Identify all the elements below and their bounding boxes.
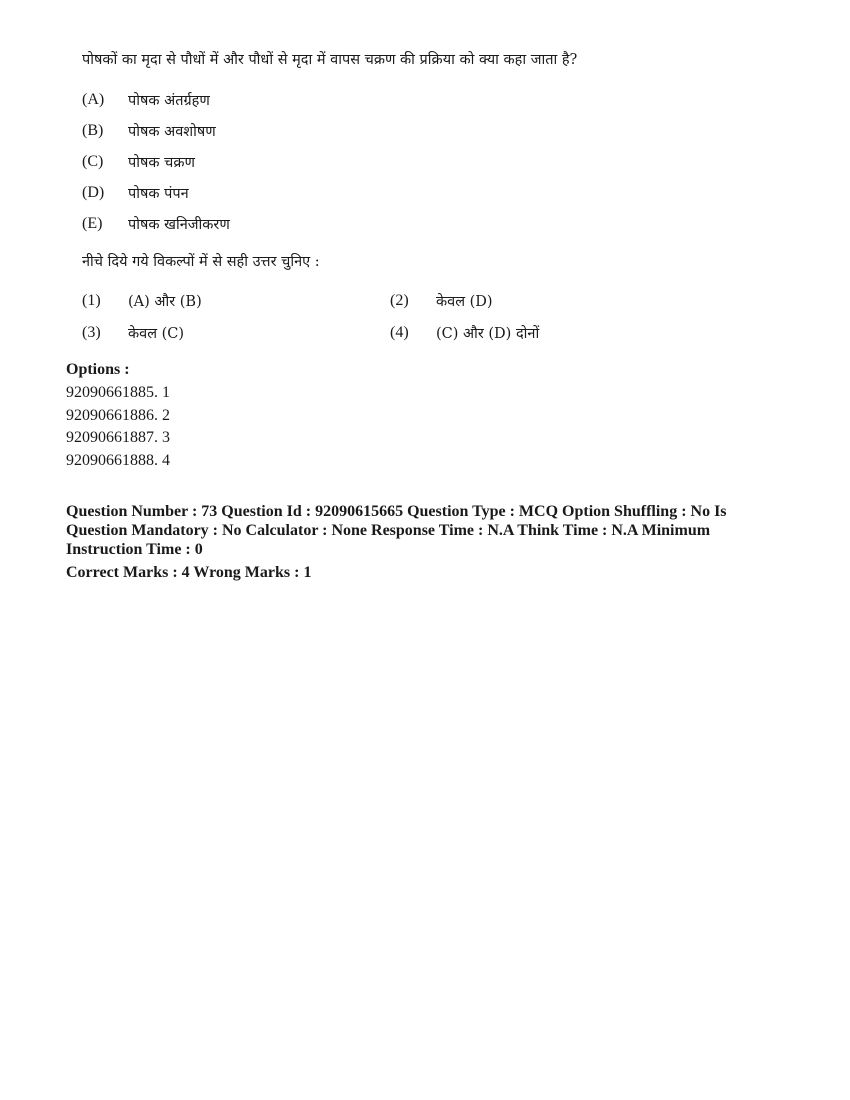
choice-item xyxy=(390,285,690,317)
statement-item xyxy=(82,115,782,146)
question-text: पोषकों का मृदा से पौधों में और पौधों से मृदा में वापस चक्रण की प्रक्रिया को क्या कहा जाता है? xyxy=(82,52,578,68)
statement-text: पोषक अंतर्ग्रहण xyxy=(128,92,210,109)
statement-label: (B) xyxy=(82,121,104,139)
options-block xyxy=(66,358,786,472)
choice-text: केवल (C) xyxy=(128,326,185,342)
question-details: Question Number : 73 Question Id : 92090615665 Question Type : MCQ Option Shuffling : No Is Question Mandatory : No Calculator : None Response Time : N.A Think Time : N.A Minimum Instruction Time : 0 xyxy=(66,503,727,558)
statement-label: (D) xyxy=(82,183,105,201)
choice-item xyxy=(82,317,390,349)
choice-number: (4) xyxy=(390,324,409,341)
question-block xyxy=(82,48,782,349)
statement-item xyxy=(82,146,782,177)
statement-text: पोषक खनिजीकरण xyxy=(128,216,230,233)
statement-label: (A) xyxy=(82,90,105,108)
instruction-text: नीचे दिये गये विकल्पों में से सही उत्तर चुनिए : xyxy=(82,254,320,270)
choice-item xyxy=(82,285,390,317)
statement-label: (C) xyxy=(82,152,104,170)
statement-text: पोषक चक्रण xyxy=(128,154,195,171)
options-title: Options : xyxy=(66,361,130,378)
choice-item xyxy=(390,317,690,349)
statement-label: (E) xyxy=(82,214,103,232)
choice-text: (A) और (B) xyxy=(128,294,202,310)
statement-list xyxy=(82,84,782,239)
option-id-line: 92090661887. 3 xyxy=(66,429,170,446)
statement-item xyxy=(82,208,782,239)
choice-text: (C) और (D) दोनों xyxy=(436,326,540,342)
choice-number: (3) xyxy=(82,324,101,341)
option-id-line: 92090661885. 1 xyxy=(66,384,170,401)
choice-number: (2) xyxy=(390,292,409,309)
choice-number: (1) xyxy=(82,292,101,309)
option-id-line: 92090661888. 4 xyxy=(66,451,170,469)
marks-info: Correct Marks : 4 Wrong Marks : 1 xyxy=(66,564,312,581)
statement-item xyxy=(82,84,782,115)
statement-item xyxy=(82,177,782,208)
choice-text: केवल (D) xyxy=(436,294,493,310)
statement-text: पोषक पंपन xyxy=(128,185,189,202)
question-meta xyxy=(66,502,786,582)
choice-grid xyxy=(82,285,782,349)
statement-text: पोषक अवशोषण xyxy=(128,123,216,140)
option-id-line: 92090661886. 2 xyxy=(66,406,170,424)
